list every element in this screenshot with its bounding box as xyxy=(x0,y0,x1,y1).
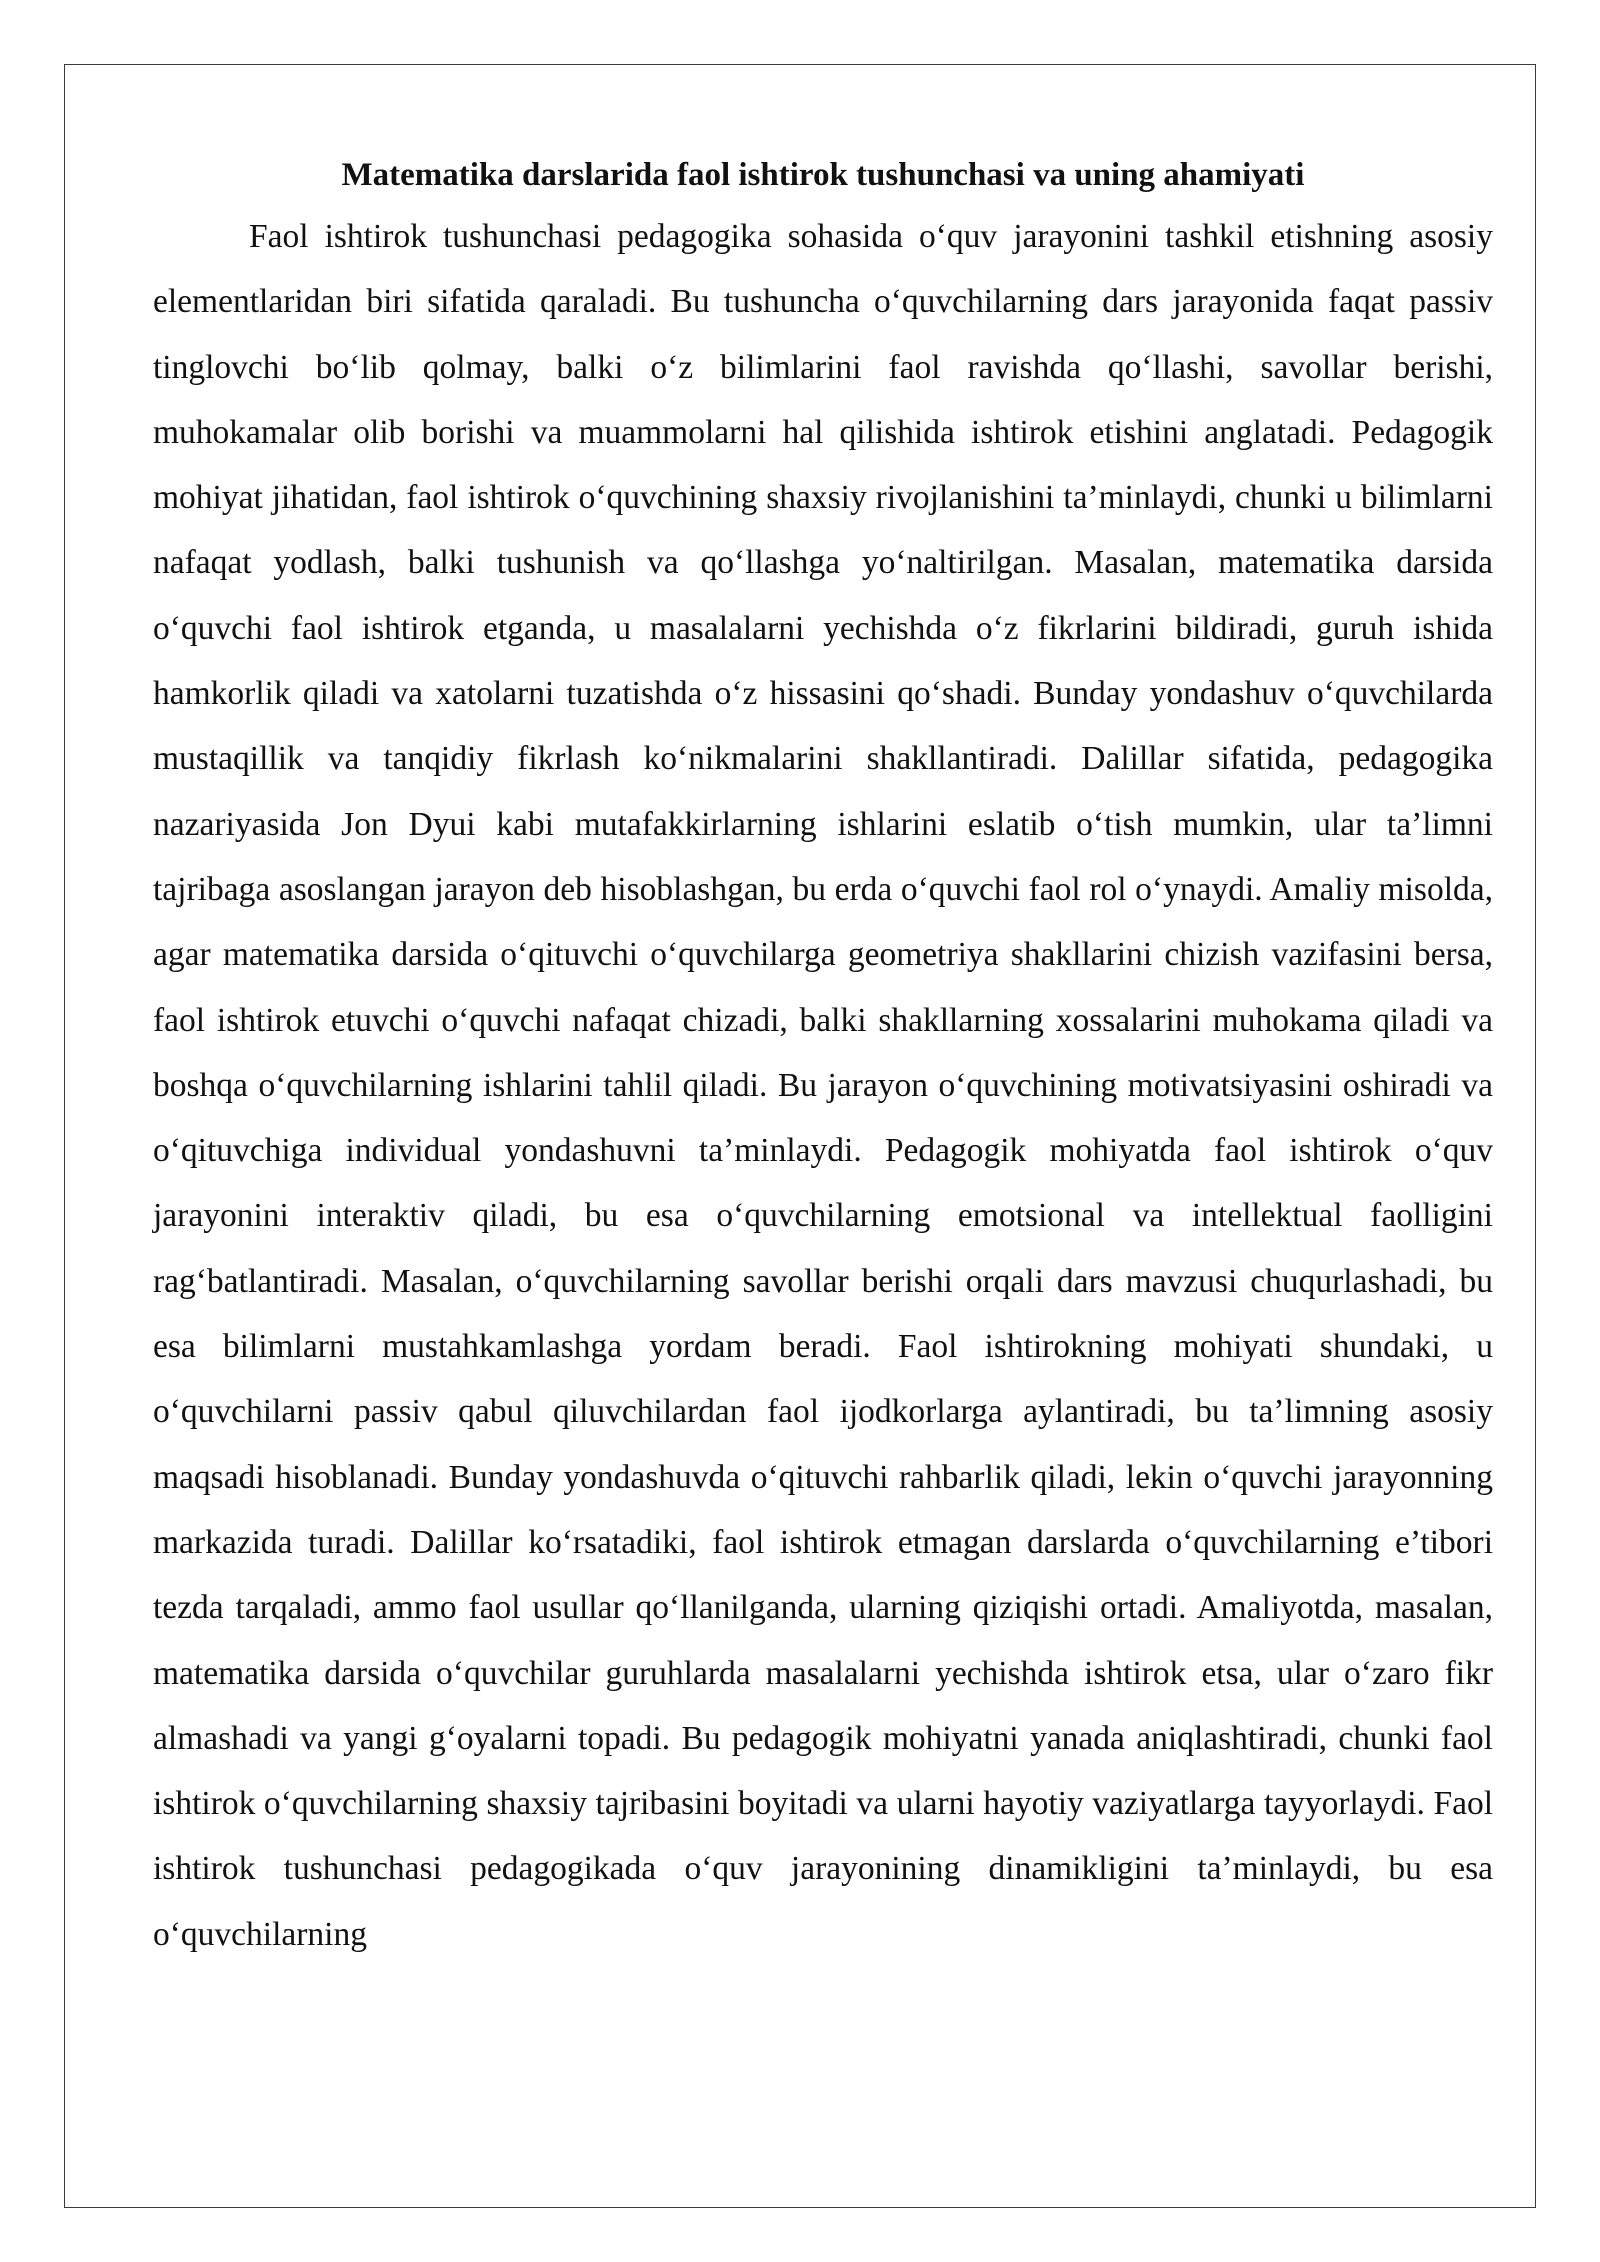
document-content xyxy=(153,152,1493,1967)
body-paragraph: Faol ishtirok tushunchasi pedagogika sohasida o‘quv jarayonini tashkil etishning asosiy elementlaridan biri sifatida qaraladi. Bu tushuncha o‘quvchilarning dars jarayonida faqat passiv tinglovchi bo‘lib qolmay, balki o‘z bilimlarini faol ravishda qo‘llashi, savollar berishi, muhokamalar olib borishi va muammolarni hal qilishida ishtirok etishini anglatadi. Pedagogik mohiyat jihatidan, faol ishtirok o‘quvchining shaxsiy rivojlanishini ta’minlaydi, chunki u bilimlarni nafaqat yodlash, balki tushunish va qo‘llashga yo‘naltirilgan. Masalan, matematika darsida o‘quvchi faol ishtirok etganda, u masalalarni yechishda o‘z fikrlarini bildiradi, guruh ishida hamkorlik qiladi va xatolarni tuzatishda o‘z hissasini qo‘shadi. Bunday yondashuv o‘quvchilarda mustaqillik va tanqidiy fikrlash ko‘nikmalarini shakllantiradi. Dalillar sifatida, pedagogika nazariyasida Jon Dyui kabi mutafakkirlarning ishlarini eslatib o‘tish mumkin, ular ta’limni tajribaga asoslangan jarayon deb hisoblashgan, bu erda o‘quvchi faol rol o‘ynaydi. Amaliy misolda, agar matematika darsida o‘qituvchi o‘quvchilarga geometriya shakllarini chizish vazifasini bersa, faol ishtirok etuvchi o‘quvchi nafaqat chizadi, balki shakllarning xossalarini muhokama qiladi va boshqa o‘quvchilarning ishlarini tahlil qiladi. Bu jarayon o‘quvchining motivatsiyasini oshiradi va o‘qituvchiga individual yondashuvni ta’minlaydi. Pedagogik mohiyatda faol ishtirok o‘quv jarayonini interaktiv qiladi, bu esa o‘quvchilarning emotsional va intellektual faolligini rag‘batlantiradi. Masalan, o‘quvchilarning savollar berishi orqali dars mavzusi chuqurlashadi, bu esa bilimlarni mustahkamlashga yordam beradi. Faol ishtirokning mohiyati shundaki, u o‘quvchilarni passiv qabul qiluvchilardan faol ijodkorlarga aylantiradi, bu ta’limning asosiy maqsadi hisoblanadi. Bunday yondashuvda o‘qituvchi rahbarlik qiladi, lekin o‘quvchi jarayonning markazida turadi. Dalillar ko‘rsatadiki, faol ishtirok etmagan darslarda o‘quvchilarning e’tibori tezda tarqaladi, ammo faol usullar qo‘llanilganda, ularning qiziqishi ortadi. Amaliyotda, masalan, matematika darsida o‘quvchilar guruhlarda masalalarni yechishda ishtirok etsa, ular o‘zaro fikr almashadi va yangi g‘oyalarni topadi. Bu pedagogik mohiyatni yanada aniqlashtiradi, chunki faol ishtirok o‘quvchilarning shaxsiy tajribasini boyitadi va ularni hayotiy vaziyatlarga tayyorlaydi. Faol ishtirok tushunchasi pedagogikada o‘quv jarayonining dinamikligini ta’minlaydi, bu esa o‘quvchilarning xyxy=(153,218,1493,1953)
document-title: Matematika darslarida faol ishtirok tushunchasi va uning ahamiyati xyxy=(341,157,1305,193)
